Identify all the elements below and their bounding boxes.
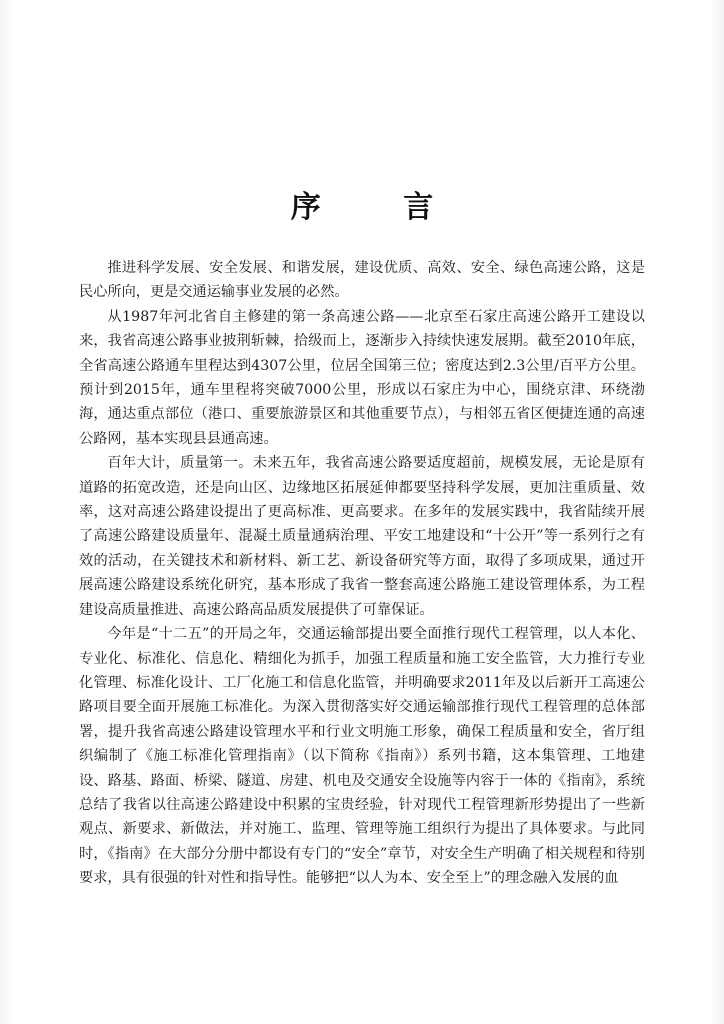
paragraph: 百年大计，质量第一。未来五年，我省高速公路要适度超前，规模发展，无论是原有道路的拓宽改造，还是向山区、边缘地区拓展延伸都要坚持科学发展，更加注重质量、效率，这对高速公路建设提出了更高标准、更高要求。在多年的发展实践中，我省陆续开展了高速公路建设质量年、混凝土质量通病治理、平安工地建设和“十公开”等一系列行之有效的活动，在关键技术和新材料、新工艺、新设备研究等方面，取得了多项成果，通过开展高速公路建设系统化研究，基本形成了我省一整套高速公路施工建设管理体系，为工程建设高质量推进、高速公路高品质发展提供了可靠保证。 bbox=[79, 455, 645, 618]
paragraph: 今年是“十二五”的开局之年，交通运输部提出要全面推行现代工程管理，以人本化、专业化、标准化、信息化、精细化为抓手，加强工程质量和施工安全监管，大力推行专业化管理、标准化设计、工厂化施工和信息化监管，并明确要求2011年及以后新开工高速公路项目要全面开展施工标准化。为深入贯彻落实好交通运输部推行现代工程管理的总体部署，提升我省高速公路建设管理水平和行业文明施工形象，确保工程质量和安全，省厅组织编制了《施工标准化管理指南》（以下简称《指南》）系列书籍，这本集管理、工地建设、路基、路面、桥梁、隧道、房建、机电及交通安全设施等内容于一体的《指南》，系统总结了我省以往高速公路建设中积累的宝贵经验，针对现代工程管理新形势提出了一些新观点、新要求、新做法，并对施工、监理、管理等施工组织行为提出了具体要求。与此同时，《指南》在大部分分册中都设有专门的“安全”章节，对安全生产明确了相关规程和待别要求，具有很强的针对性和指导性。能够把“以人为本、安全至上”的理念融入发展的血 bbox=[79, 626, 645, 887]
body-text bbox=[79, 256, 645, 891]
paragraph: 从1987年河北省自主修建的第一条高速公路——北京至石家庄高速公路开工建设以来，我省高速公路事业披荆斩棘，拾级而上，逐渐步入持续快速发展期。截至2010年底，全省高速公路通车里程达到4307公里，位居全国第三位；密度达到2.3公里/百平方公里。预计到2015年，通车里程将突破7000公里，形成以石家庄为中心，围绕京津、环绕渤海，通达重点部位（港口、重要旅游景区和其他重要节点），与相邻五省区便捷连通的高速公路网，基本实现县县通高速。 bbox=[79, 308, 645, 447]
page-title: 序 言 bbox=[290, 190, 470, 225]
paragraph: 推进科学发展、安全发展、和谐发展，建设优质、高效、安全、绿色高速公路，这是民心所向，更是交通运输事业发展的必然。 bbox=[79, 260, 645, 301]
